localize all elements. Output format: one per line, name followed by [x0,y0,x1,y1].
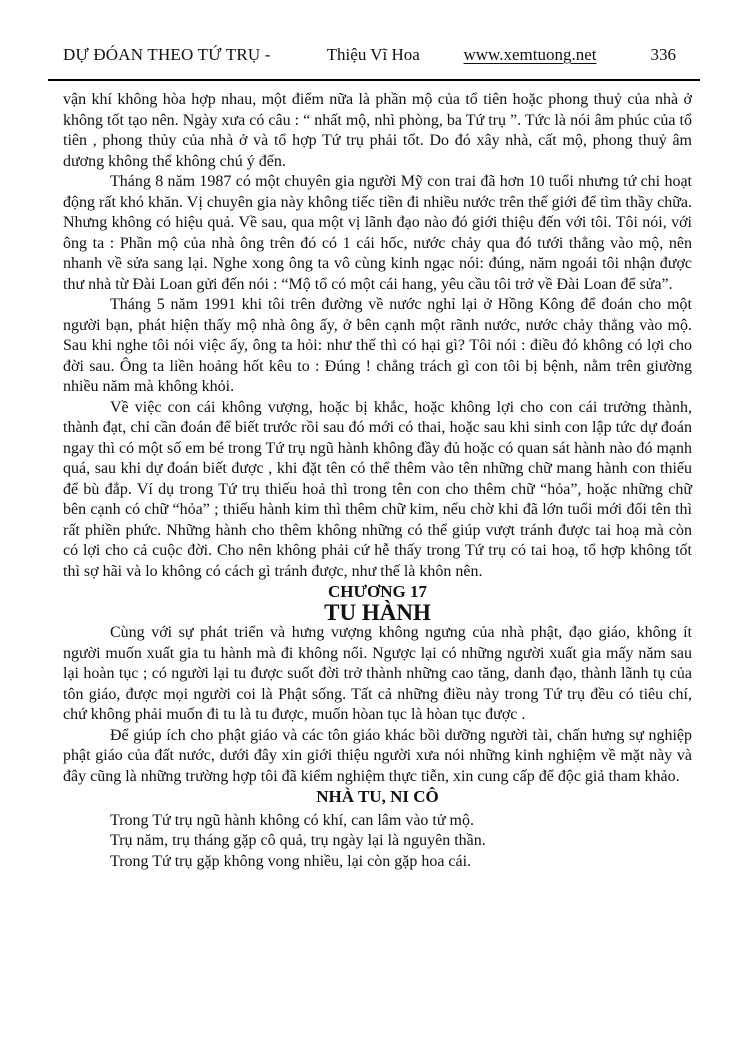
verse-block [63,811,692,873]
paragraph: Về việc con cái không vượng, hoặc bị khắc, hoặc không lợi cho con cái trưởng thành, thành đạt, chỉ cần đoán để biết trước rồi sau đó mới có thai, hoặc sau khi sinh con lập tức dự đoán ngay thì có một số em bé trong Tứ trụ ngũ hành không đầy đủ hoặc có quan sát hành nào đó mạnh quá, sau khi dự đoán biết được , khi đặt tên có thể thêm vào tên những chữ mang hành con thiếu để bù đắp. Ví dụ trong Tứ trụ thiếu hoả thì trong tên con cho thêm chữ “hỏa”, hoặc những chữ bên cạnh có chữ “hỏa” ; thiếu hành kim thì thêm chữ kim, nếu chờ khi đã lớn tuổi mới đổi tên thì rất phiền phức. Những hành cho thêm không những có thể giúp vượt tránh được tai hoạ mà còn có lợi cho cả cuộc đời. Cho nên không phải cứ hễ thấy trong Tứ trụ có tai hoạ, tổ hợp không tốt thì sợ hãi và lo không có cách gì tránh được, như thế là khôn nên. [63,398,692,580]
section-title: NHÀ TU, NI CÔ [316,787,439,806]
header-divider [48,79,700,81]
chapter-label: CHƯƠNG 17 [327,582,427,601]
paragraph: Để giúp ích cho phật giáo và các tôn giáo khác bồi dưỡng người tài, chấn hưng sự nghiệp phật giáo của đất nước, dưới đây xin giới thiệu người xưa nói những kinh nghiệm về mặt này và đây cũng là những trường hợp tôi đã kiểm nghiệm thực tiễn, xin cung cấp để độc giả tham khảo. [63,726,692,785]
verse-line: Trụ năm, trụ tháng gặp cô quả, trụ ngày lại là nguyên thần. [110,832,486,849]
paragraph: Tháng 8 năm 1987 có một chuyên gia người Mỹ con trai đã hơn 10 tuổi nhưng tứ chi hoạt động rất khó khăn. Vị chuyên gia này không tiếc tiền đi nhiều nước trên thế giới để tìm thầy chữa. Nhưng không có hiệu quả. Về sau, qua một vị lãnh đạo nào đó giới thiệu đến với tôi. Tôi nói, với ông ta : Phần mộ của nhà ông trên đó có 1 cái hốc, nước chảy qua đó tưới thẳng vào mộ, nên nhanh về sửa sang lại. Nghe xong ông ta vô cùng kinh ngạc nói: đúng, năm ngoái tôi nhận được thư nhà từ Đài Loan gửi đến nói : “Mộ tổ có một cái hang, yêu cầu tôi trở về Đài Loan để sửa”. [63,173,692,293]
website-link[interactable]: www.xemtuong.net [463,45,597,64]
paragraph: Cùng với sự phát triển và hưng vượng không ngưng của nhà phật, đạo giáo, không ít người muốn xuất gia tu hành mà đi không nổi. Ngược lại có những người xuất gia mấy năm sau lại hoàn tục ; có người lại tu được suốt đời trở thành những cao tăng, danh đạo, thành lãnh tụ của tôn giáo, được mọi người coi là Phật sống. Tất cả những điều này trong Tứ trụ đều có tiêu chí, chứ không phải muốn đi tu là tu được, muốn hòan tục là hòan tục được . [63,624,692,723]
paragraph: Tháng 5 năm 1991 khi tôi trên đường về nước nghỉ lại ở Hồng Kông để đoán cho một người bạn, phát hiện thấy mộ nhà ông ấy, ở bên cạnh một rãnh nước, nước chảy thẳng vào mộ. Sau khi nghe tôi nói việc ấy, ông ta hỏi: như thế thì có hại gì? Tôi nói : điều đó không có lợi cho đời sau. Ông ta liền hoảng hốt kêu to : Đúng ! chẳng trách gì con tôi bị bệnh, nằm trên giường nhiều năm mà không khỏi. [63,296,692,395]
paragraph-continuation: vận khí không hòa hợp nhau, một điểm nữa là phần mộ của tổ tiên hoặc phong thuỷ của nhà ở không tốt tạo nên. Ngày xưa có câu : “ nhất mộ, nhì phòng, ba Tứ trụ ”. Tức là nói âm phúc của tổ tiên , phong thủy của nhà ở và tổ hợp Tứ trụ phải tốt. Do đó xây nhà, cất mộ, phong thuỷ âm dương không thể không chú ý đến. [63,91,692,170]
page-content [63,90,692,872]
page-number: 336 [650,45,676,64]
author-name: Thiệu Vĩ Hoa [326,45,420,64]
page-header [63,44,692,65]
book-title: DỰ ĐÓAN THEO TỨ TRỤ - [63,45,271,64]
chapter-title: TU HÀNH [324,599,431,625]
verse-line: Trong Tứ trụ gặp không vong nhiều, lại còn gặp hoa cái. [110,852,472,870]
verse-line: Trong Tứ trụ ngũ hành không có khí, can lâm vào tử mộ. [110,811,474,829]
